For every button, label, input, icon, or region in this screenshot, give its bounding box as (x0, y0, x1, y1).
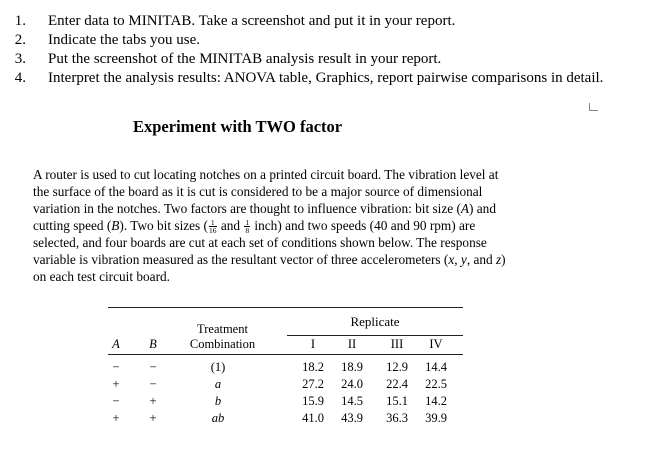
variable-x: x (448, 252, 455, 267)
paragraph-text: ). Two bit sizes ( (119, 218, 208, 233)
row-4-rep-4: 39.9 (425, 411, 447, 425)
column-header-a: A (112, 337, 120, 351)
treatment-header-line1: Treatment (197, 322, 248, 336)
paragraph-text: variation in the notches. Two factors are thought to influence vibration: bit size ( (33, 201, 461, 216)
row-4-combination: ab (211, 411, 225, 425)
column-header-b: B (149, 337, 157, 351)
paragraph-text: ) (501, 252, 506, 267)
row-3-combination: b (214, 394, 222, 408)
paragraph-line: the surface of the board as it is cut is considered to be a major source of dimensional (33, 184, 483, 199)
paragraph-text: ) and (469, 201, 496, 216)
paragraph-text: variable is vibration measured as the resultant vector of three accelerometers ( (33, 252, 449, 267)
variable-z: z (495, 252, 502, 267)
treatment-header-line2: Combination (189, 337, 256, 351)
paragraph-text: , (454, 252, 461, 267)
fraction-denominator: 16 (209, 226, 217, 236)
row-3-rep-3: 15.1 (386, 394, 408, 408)
row-1-rep-1: 18.2 (302, 360, 324, 374)
row-1-factor-a: − (112, 360, 120, 374)
row-2-rep-2: 24.0 (341, 377, 363, 391)
row-1-combination: (1) (210, 360, 226, 374)
factor-a-symbol: A (460, 201, 470, 216)
row-4-factor-a: + (112, 411, 120, 425)
row-4-rep-2: 43.9 (341, 411, 363, 425)
paragraph-line: on each test circuit board. (33, 269, 170, 284)
paragraph-text: and (217, 218, 244, 233)
instruction-number: 2. (14, 32, 26, 48)
row-1-rep-2: 18.9 (341, 360, 363, 374)
column-header-replicate-2: II (347, 337, 357, 351)
row-1-rep-4: 14.4 (425, 360, 447, 374)
row-2-rep-4: 22.5 (425, 377, 447, 391)
column-header-replicate-3: III (390, 337, 404, 351)
section-title: Experiment with TWO factor (133, 117, 343, 136)
paragraph-text: inch) and two speeds (40 and 90 rpm) are (251, 218, 476, 233)
row-3-rep-1: 15.9 (302, 394, 324, 408)
row-1-rep-3: 12.9 (386, 360, 408, 374)
row-1-factor-b: − (149, 360, 157, 374)
row-2-rep-3: 22.4 (386, 377, 408, 391)
header-rule (108, 354, 463, 355)
instruction-number: 4. (14, 70, 26, 86)
instruction-text: Indicate the tabs you use. (48, 32, 201, 48)
instruction-number: 3. (14, 51, 26, 67)
row-3-rep-4: 14.2 (425, 394, 447, 408)
factor-b-symbol: B (111, 218, 120, 233)
paragraph-line: selected, and four boards are cut at each set of conditions shown below. The response (33, 235, 487, 250)
row-4-rep-1: 41.0 (302, 411, 324, 425)
replicate-header: Replicate (350, 314, 400, 329)
row-3-rep-2: 14.5 (341, 394, 363, 408)
row-2-factor-b: − (149, 377, 157, 391)
replicate-rule (287, 335, 463, 336)
instruction-number: 1. (14, 13, 26, 29)
fraction-numerator: 1 (210, 218, 215, 228)
instruction-text: Interpret the analysis results: ANOVA table, Graphics, report pairwise comparisons in detail. (48, 70, 604, 86)
instruction-text: Put the screenshot of the MINITAB analysis result in your report. (48, 51, 442, 67)
instruction-text: Enter data to MINITAB. Take a screenshot and put it in your report. (48, 13, 456, 29)
row-3-factor-a: − (112, 394, 120, 408)
fraction-numerator: 1 (245, 218, 250, 228)
variable-y: y (460, 252, 467, 267)
column-header-replicate-4: IV (429, 337, 443, 351)
paragraph-text: cutting speed ( (33, 218, 112, 233)
row-2-combination: a (214, 377, 222, 391)
row-4-rep-3: 36.3 (386, 411, 408, 425)
paragraph-line: A router is used to cut locating notches on a printed circuit board. The vibration level at (33, 167, 499, 182)
paragraph-text: , and (466, 252, 496, 267)
fraction-denominator: 8 (245, 226, 250, 236)
table-top-rule (108, 307, 463, 308)
column-header-replicate-1: I (310, 337, 316, 351)
row-2-factor-a: + (112, 377, 120, 391)
row-4-factor-b: + (149, 411, 157, 425)
row-3-factor-b: + (149, 394, 157, 408)
row-2-rep-1: 27.2 (302, 377, 324, 391)
